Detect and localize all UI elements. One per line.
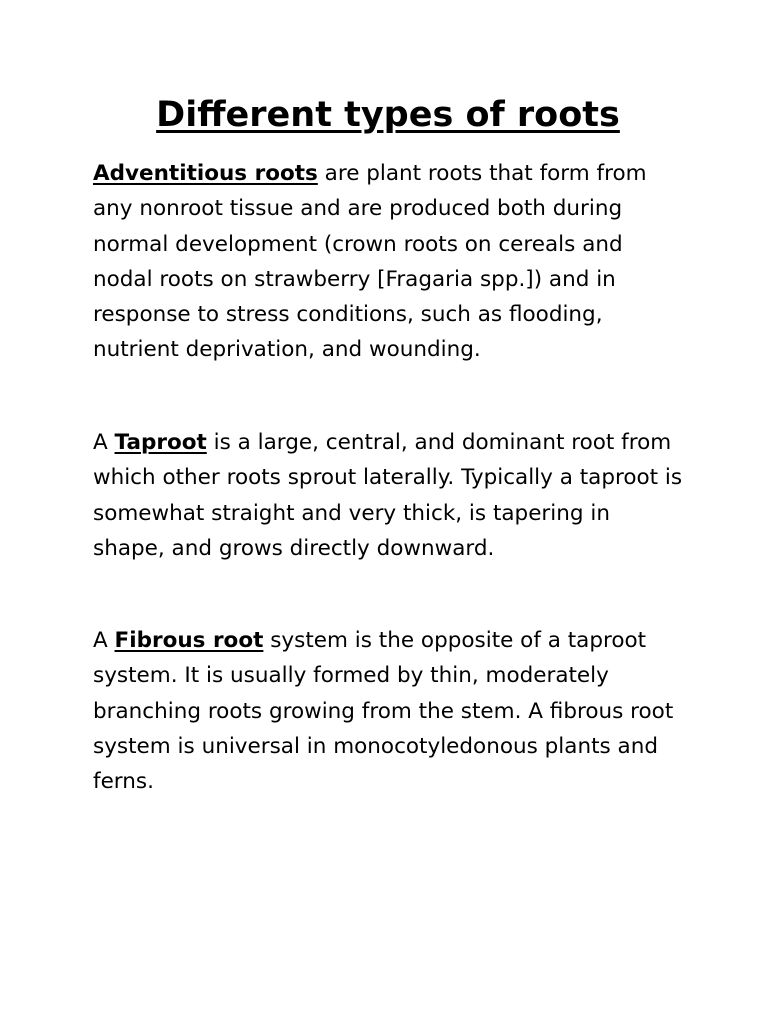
- term-fibrous-root: Fibrous root: [114, 628, 264, 653]
- paragraph-lead: A: [93, 628, 115, 653]
- paragraph-fibrous-root: [93, 623, 683, 799]
- page-title: Different types of roots: [156, 95, 620, 135]
- paragraph-body: are plant roots that form from any nonroot tissue and are produced both during normal development (crown roots on cereals and nodal roots on strawberry [Fragaria spp.]) and in response to stress conditions, such as flooding, nutrient deprivation, and wounding.: [93, 161, 647, 363]
- paragraph-taproot: [93, 425, 683, 566]
- term-adventitious-roots: Adventitious roots: [93, 161, 318, 186]
- paragraph-adventitious-roots: [93, 156, 683, 368]
- paragraph-body: is a large, central, and dominant root from which other roots sprout laterally. Typically a taproot is somewhat straight and very thick, is tapering in shape, and grows directly downward.: [93, 430, 683, 561]
- paragraph-lead: A: [93, 430, 115, 455]
- paragraph-body: system is the opposite of a taproot system. It is usually formed by thin, moderately branching roots growing from the stem. A fibrous root system is universal in monocotyledonous plants and ferns.: [93, 628, 674, 795]
- term-taproot: Taproot: [114, 430, 207, 455]
